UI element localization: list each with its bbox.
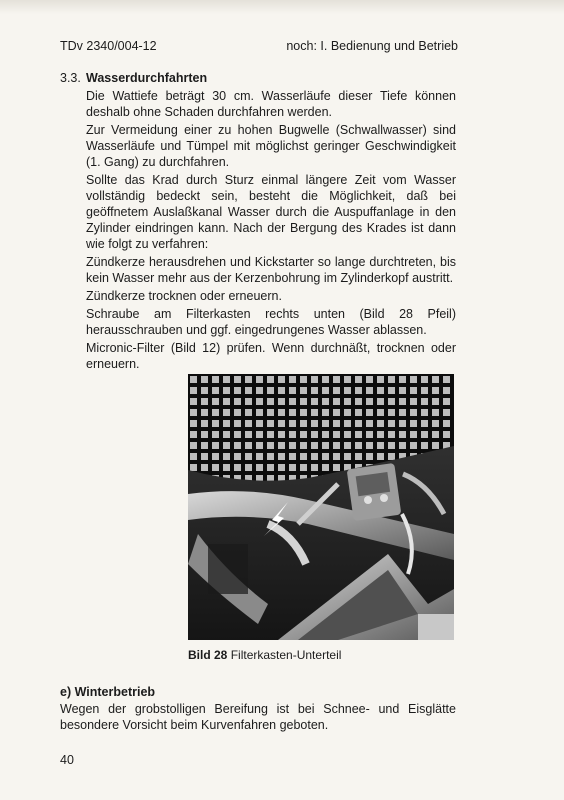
filter-box-photo [188,374,454,640]
paragraph: Die Wattiefe beträgt 30 cm. Wasserläufe dieser Tiefe können deshalb ohne Schaden durchfahren werden. [86,89,456,119]
figure-caption [188,648,341,662]
figure-label: Bild 28 [188,648,228,662]
paragraph: Zündkerze herausdrehen und Kickstarter so lange durchtreten, bis kein Wasser mehr aus der Kerzenbohrung im Zylinderkopf austritt. [86,255,456,285]
section-title: Wasserdurchfahrten [86,71,208,85]
section-body [86,88,456,374]
paragraph: Micronic-Filter (Bild 12) prüfen. Wenn durchnäßt, trocknen oder erneuern. [86,341,456,371]
figure-caption-text: Filterkasten-Unterteil [230,648,342,662]
paragraph: Schraube am Filterkasten rechts unten (Bild 28 Pfeil) herausschrauben und ggf. eingedrungenes Wasser ablassen. [86,307,456,337]
running-title: noch: I. Bedienung und Betrieb [286,39,458,53]
paragraph: Zur Vermeidung einer zu hohen Bugwelle (Schwallwasser) sind Wasserläufe und Tümpel mit möglichst geringer Geschwindigkeit (1. Gang) zu durchfahren. [86,123,456,169]
subsection-text: Wegen der grobstolligen Bereifung ist bei Schnee- und Eisglätte besondere Vorsicht beim Kurvenfahren geboten. [60,702,456,732]
scan-edge-shading [0,0,564,14]
section-number: 3.3. [60,71,81,85]
document-id: TDv 2340/004-12 [60,39,157,53]
paragraph: Sollte das Krad durch Sturz einmal längere Zeit vom Wasser vollständig bedeckt sein, besteht die Möglichkeit, daß bei geöffnetem Auslaßkanal Wasser durch die Auspuffanlage in den Zylinder eindringen kann. Nach der Bergung des Krades ist dann wie folgt zu verfahren: [86,173,456,251]
subsection-title: e) Winterbetrieb [60,685,156,699]
paragraph: Zündkerze trocknen oder erneuern. [86,289,282,303]
page-number: 40 [60,753,74,767]
